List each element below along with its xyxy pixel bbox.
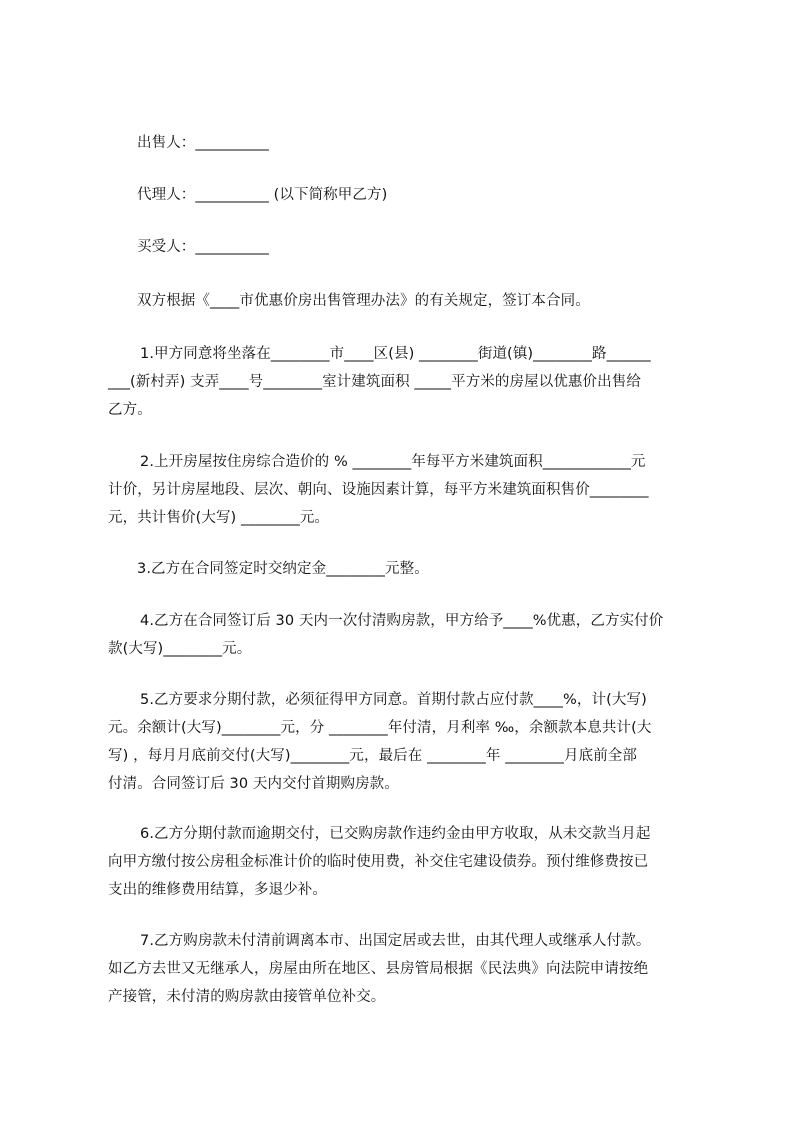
agent-line: 代理人：__________ (以下简称甲乙方) (137, 187, 388, 203)
clause-3-line-1: 3.乙方在合同签定时交纳定金________元整。 (137, 561, 429, 577)
buyer-line: 买受人：__________ (137, 239, 269, 255)
clause-5-line-4: 付清。合同签订后 30 天内交付首期购房款。 (108, 776, 399, 792)
clause-6-line-1: 6.乙方分期付款而逾期交付，已交购房款作违约金由甲方收取，从未交款当月起 (140, 826, 651, 842)
clause-1-line-1: 1.甲方同意将坐落在________市____区(县) ________街道(镇)________路______ (140, 346, 651, 362)
clause-7-line-1: 7.乙方购房款未付清前调离本市、出国定居或去世，由其代理人或继承人付款。 (140, 933, 651, 949)
clause-2-line-2: 计价，另计房屋地段、层次、朝向、设施因素计算，每平方米建筑面积售价________ (108, 482, 649, 498)
clause-4-line-2: 款(大写)________元。 (108, 641, 252, 657)
intro-paragraph: 双方根据《____市优惠价房出售管理办法》的有关规定，签订本合同。 (137, 293, 590, 309)
clause-1-line-2: ___(新村弄) 支弄____号________室计建筑面积 _____平方米的房屋以优惠价出售给 (108, 374, 641, 390)
clause-5-line-3: 写) ，每月月底前交付(大写)________元，最后在 ________年 ________月底前全部 (108, 748, 637, 764)
seller-line: 出售人：__________ (137, 135, 269, 151)
clause-1-line-3: 乙方。 (108, 402, 152, 418)
clause-6-line-2: 向甲方缴付按公房租金标准计价的临时使用费，补交住宅建设债券。预付维修费按已 (108, 854, 649, 870)
clause-7-line-2: 如乙方去世又无继承人，房屋由所在地区、县房管局根据《民法典》向法院申请按绝 (108, 961, 649, 977)
clause-2-line-1: 2.上开房屋按住房综合造价的 % ________年每平方米建筑面积____________元 (140, 454, 646, 470)
clause-5-line-2: 元。余额计(大写)________元，分 ________年付清，月利率 ‰，余额款本息共计(大 (108, 720, 652, 736)
clause-4-line-1: 4.乙方在合同签订后 30 天内一次付清购房款，甲方给予____%优惠，乙方实付价 (140, 613, 664, 629)
clause-2-line-3: 元，共计售价(大写) ________元。 (108, 510, 330, 526)
clause-6-line-3: 支出的维修费用结算，多退少补。 (108, 882, 327, 898)
clause-5-line-1: 5.乙方要求分期付款，必须征得甲方同意。首期付款占应付款____%，计(大写) (140, 692, 647, 708)
clause-7-line-3: 产接管，未付清的购房款由接管单位补交。 (108, 989, 386, 1005)
